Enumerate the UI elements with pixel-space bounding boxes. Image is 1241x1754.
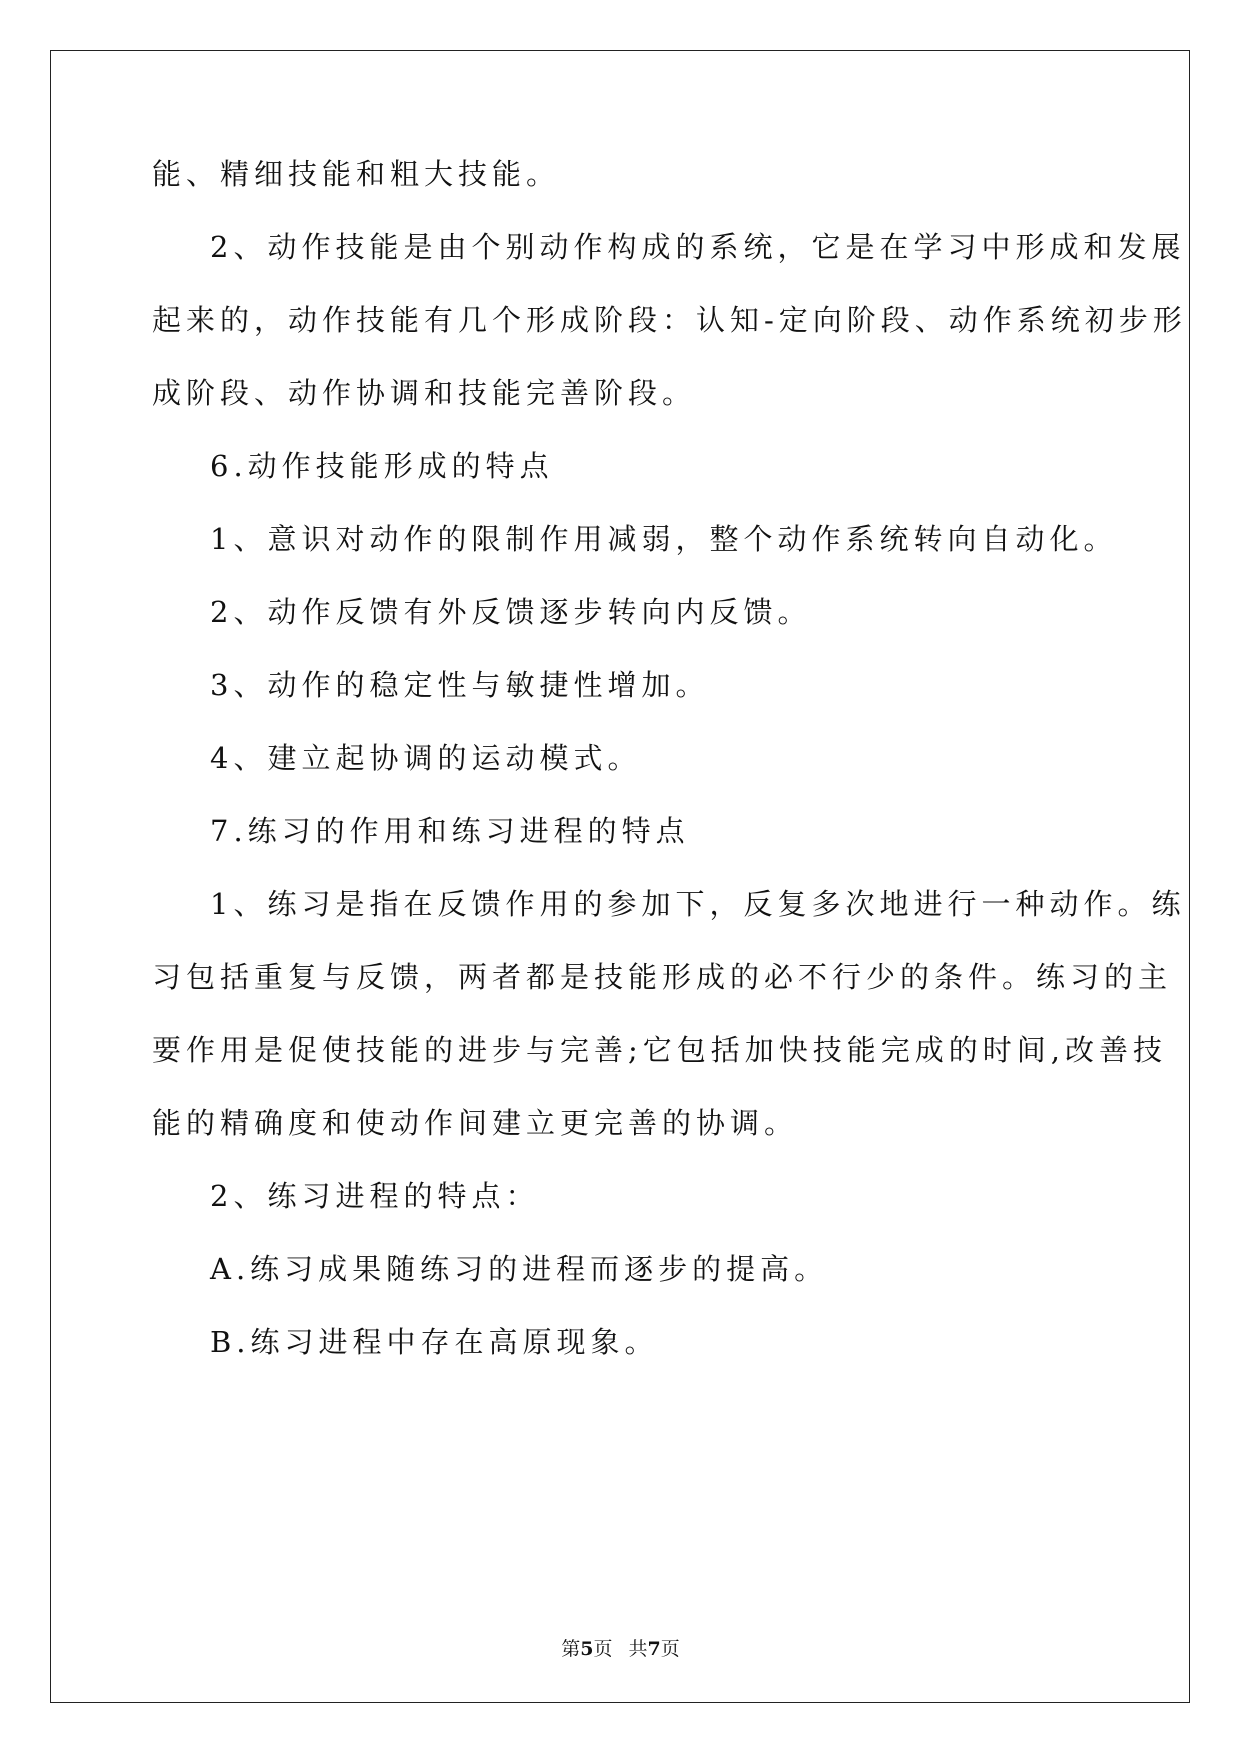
paragraph-line: 能、精细技能和粗大技能。 (152, 157, 561, 191)
total-pages: 7 (647, 1638, 661, 1660)
paragraph-line: B.练习进程中存在高原现象。 (210, 1325, 659, 1359)
page-label-prefix: 第 (561, 1638, 581, 1660)
paragraph-line: 能的精确度和使动作间建立更完善的协调。 (152, 1106, 799, 1140)
section-heading: 7.练习的作用和练习进程的特点 (210, 814, 690, 848)
page-border (50, 50, 1190, 1703)
page-label-suffix: 页 (593, 1638, 613, 1660)
page-number: 5 (580, 1638, 594, 1660)
paragraph-line: 要作用是促使技能的进步与完善;它包括加快技能完成的时间,改善技 (152, 1033, 1167, 1067)
paragraph-line: 4、建立起协调的运动模式。 (210, 741, 642, 775)
paragraph-line: 2、动作反馈有外反馈逐步转向内反馈。 (210, 595, 812, 629)
paragraph-line: 习包括重复与反馈，两者都是技能形成的必不行少的条件。练习的主 (152, 960, 1173, 994)
paragraph-line: 3、动作的稳定性与敏捷性增加。 (210, 668, 710, 702)
paragraph-line: 成阶段、动作协调和技能完善阶段。 (152, 376, 697, 410)
total-label-suffix: 页 (660, 1638, 680, 1660)
paragraph-line: 起来的，动作技能有几个形成阶段：认知-定向阶段、动作系统初步形 (152, 303, 1187, 337)
paragraph-line: 2、动作技能是由个别动作构成的系统，它是在学习中形成和发展 (210, 230, 1186, 264)
total-label-prefix: 共 (628, 1638, 648, 1660)
section-heading: 6.动作技能形成的特点 (210, 449, 554, 483)
paragraph-line: 1、意识对动作的限制作用减弱，整个动作系统转向自动化。 (210, 522, 1118, 556)
paragraph-line: A.练习成果随练习的进程而逐步的提高。 (210, 1252, 829, 1286)
paragraph-line: 1、练习是指在反馈作用的参加下，反复多次地进行一种动作。练 (210, 887, 1186, 921)
page-footer (0, 1634, 1241, 1661)
paragraph-line: 2、练习进程的特点： (210, 1179, 540, 1213)
